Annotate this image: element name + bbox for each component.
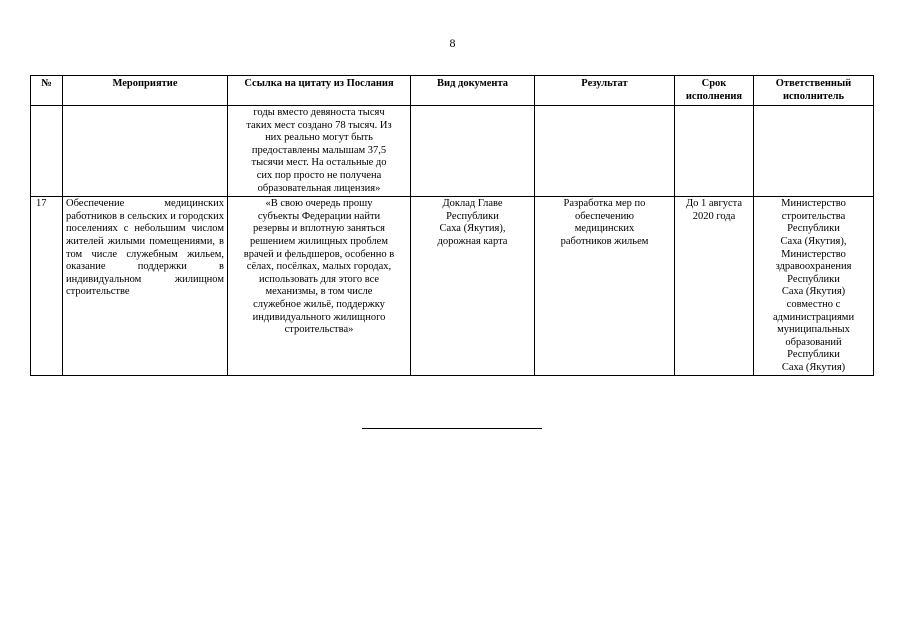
table-row <box>31 106 874 197</box>
deadline-cell: До 1 августа 2020 года <box>675 197 754 376</box>
header-result: Результат <box>535 76 675 106</box>
row-number-cell <box>31 106 63 197</box>
header-number: № <box>31 76 63 106</box>
header-doc-type: Вид документа <box>411 76 535 106</box>
doc-type-cell <box>411 106 535 197</box>
quote-cell: «В свою очередь прошу субъекты Федерации найти резервы и вплотную заняться решением жилищных проблем врачей и фельдшеров, особенно в сёлах, посёлках, малых городах, использовать для этого все механизмы, в том числе служебное жильё, поддержку индивидуального жилищного строительства» <box>228 197 411 376</box>
end-divider-line <box>362 428 542 429</box>
responsible-cell <box>754 106 874 197</box>
header-responsible: Ответственный исполнитель <box>754 76 874 106</box>
event-cell: Обеспечение медицинских работников в сельских и городских поселениях с небольшим числом жителей жилыми помещениями, в том числе служебным жильем, оказание поддержки в индивидуальном жилищном строительстве <box>63 197 228 376</box>
quote-cell: годы вместо девяноста тысяч таких мест создано 78 тысяч. Из них реально могут быть предоставлены малышам 37,5 тысячи мест. На остальные до сих пор просто не получена образовательная лицензия» <box>228 106 411 197</box>
responsible-cell: Министерство строительства Республики Саха (Якутия), Министерство здравоохранения Республики Саха (Якутия) совместно с администрациями муниципальных образований Республики Саха (Якутия) <box>754 197 874 376</box>
doc-type-cell: Доклад Главе Республики Саха (Якутия), дорожная карта <box>411 197 535 376</box>
header-quote: Ссылка на цитату из Послания <box>228 76 411 106</box>
table-row <box>31 197 874 376</box>
header-event: Мероприятие <box>63 76 228 106</box>
row-number-cell: 17 <box>31 197 63 376</box>
page-number: 8 <box>449 36 456 50</box>
event-cell <box>63 106 228 197</box>
result-cell <box>535 106 675 197</box>
measures-table <box>30 75 874 376</box>
deadline-cell <box>675 106 754 197</box>
table-header-row <box>31 76 874 106</box>
result-cell: Разработка мер по обеспечению медицинских работников жильем <box>535 197 675 376</box>
header-deadline: Срок исполнения <box>675 76 754 106</box>
